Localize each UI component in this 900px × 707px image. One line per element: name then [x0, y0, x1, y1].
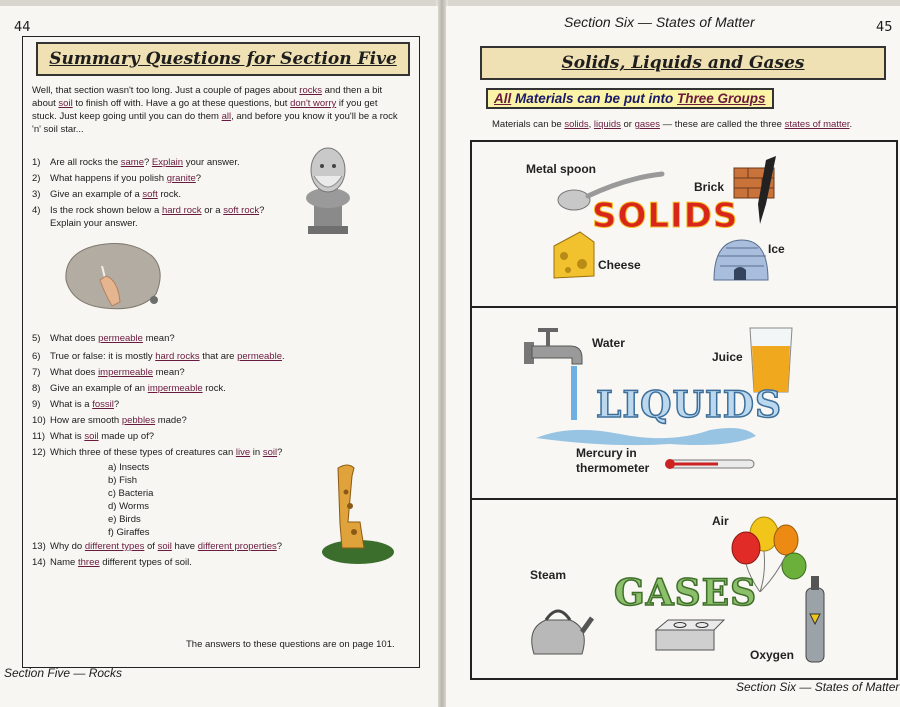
creature-option: a) Insects [108, 462, 150, 473]
subtitle-keyword: All [494, 91, 512, 106]
question-text: different types of soil. [99, 557, 192, 568]
question-text: How are smooth [50, 415, 122, 426]
question-item [32, 446, 282, 459]
question-keyword: permeable [98, 333, 143, 344]
question-text: made up of? [98, 431, 155, 442]
question-number: 3) [32, 189, 41, 200]
gases-word: GASES [614, 572, 758, 614]
left-intro-text: to finish off with. Have a go at these questions, but [72, 98, 291, 109]
right-header: Section Six — States of Matter [564, 14, 755, 30]
question-text: ? [113, 399, 120, 410]
right-intro-keyword: solids [564, 119, 589, 130]
left-intro [32, 84, 404, 136]
question-keyword: impermeable [98, 367, 153, 378]
question-number: 12) [32, 447, 46, 458]
right-intro-text: , [588, 119, 594, 130]
brick-trowel-image [732, 154, 782, 226]
left-intro-keyword: all [221, 111, 232, 122]
question-keyword: granite [166, 173, 196, 184]
right-intro-keyword: liquids [593, 119, 621, 130]
question-number: 7) [32, 367, 41, 378]
creature-option: e) Birds [108, 514, 141, 525]
question-text: of [144, 541, 158, 552]
question-text: What does [50, 333, 99, 344]
question-text: that are [199, 351, 238, 362]
question-number: 4) [32, 205, 41, 216]
question-text: What is [50, 431, 85, 442]
question-item [32, 556, 192, 569]
right-page [446, 6, 900, 707]
question-keyword: same [120, 157, 144, 168]
question-text: What is a [50, 399, 93, 410]
steam-label: Steam [530, 568, 567, 582]
right-intro-keyword: gases [634, 119, 660, 130]
question-text: have [171, 541, 198, 552]
question-text: ? [143, 157, 152, 168]
question-continuation: Explain your answer. [50, 218, 138, 229]
right-footer: Section Six — States of Matter [736, 680, 900, 694]
question-text: ? [277, 447, 283, 458]
water-tap-image [522, 324, 602, 424]
question-text: made? [155, 415, 187, 426]
question-keyword: permeable [237, 351, 282, 362]
creature-option: b) Fish [108, 475, 138, 486]
question-text: Is the rock shown below a [50, 205, 162, 216]
question-text: your answer. [183, 157, 240, 168]
question-text: mean? [142, 333, 175, 344]
question-text: True or false: it is mostly [50, 351, 156, 362]
question-keyword: three [77, 557, 100, 568]
question-keyword: different types [84, 541, 145, 552]
cheese-label: Cheese [598, 258, 641, 272]
question-text: mean? [152, 367, 185, 378]
question-number: 8) [32, 383, 41, 394]
question-keyword: impermeable [147, 383, 203, 394]
question-item [32, 156, 240, 169]
water-label: Water [592, 336, 625, 350]
right-intro-text: — these are called the three [659, 119, 785, 130]
ice-label: Ice [768, 242, 785, 256]
liquids-word: LIQUIDS [596, 384, 782, 426]
question-text: rock. [202, 383, 226, 394]
subtitle-text: Materials can be put into [511, 91, 678, 106]
question-text: . [281, 351, 285, 362]
right-subtitle [486, 88, 774, 109]
left-intro-text: , and before you know it you'll be a rock 'n' soil star... [32, 111, 398, 135]
question-number: 13) [32, 541, 46, 552]
question-keyword: soil [157, 541, 172, 552]
question-text: Name [50, 557, 78, 568]
thermometer-image [660, 454, 760, 474]
question-item [32, 366, 185, 379]
solids-word: SOLIDS [592, 196, 739, 236]
left-intro-text: if you get stuck. Just keep going until you can do them [32, 98, 378, 122]
question-item [32, 172, 201, 185]
question-number: 6) [32, 351, 41, 362]
question-text: Why do [50, 541, 85, 552]
question-item [32, 382, 226, 395]
question-text: rock. [157, 189, 181, 200]
question-number: 10) [32, 415, 46, 426]
question-item [32, 540, 282, 553]
left-intro-keyword: rocks [299, 85, 322, 96]
answers-note: The answers to these questions are on page 101. [186, 639, 395, 650]
question-text: in [250, 447, 263, 458]
oxygen-label: Oxygen [750, 648, 795, 662]
kettle-image [522, 588, 594, 658]
question-keyword: hard rock [161, 205, 202, 216]
question-item [32, 430, 154, 443]
question-text: or a [201, 205, 224, 216]
juice-label: Juice [712, 350, 743, 364]
question-number: 11) [32, 431, 46, 442]
bust-statue-image [296, 140, 360, 236]
right-title: Solids, Liquids and Gases [561, 53, 805, 73]
question-keyword: different properties [197, 541, 277, 552]
question-keyword: soil [84, 431, 99, 442]
question-text: What does [50, 367, 99, 378]
question-number: 2) [32, 173, 41, 184]
question-keyword: fossil [92, 399, 114, 410]
question-item [32, 188, 181, 201]
left-intro-keyword: soil [58, 98, 73, 109]
question-text: What happens if you polish [50, 173, 167, 184]
right-intro-text: or [620, 119, 635, 130]
gas-stove-image [652, 618, 728, 652]
mercury-label: Mercury in thermometer [576, 446, 650, 475]
left-title-banner [36, 42, 410, 76]
question-text: ? [276, 541, 283, 552]
question-item [32, 332, 175, 345]
igloo-image [710, 236, 772, 282]
left-intro-text: and then a bit about [32, 85, 383, 109]
question-keyword: soft rock [223, 205, 260, 216]
question-item [32, 204, 264, 230]
air-label: Air [712, 514, 729, 528]
question-text: ? [259, 205, 265, 216]
left-page [0, 6, 438, 707]
left-title: Summary Questions for Section Five [49, 49, 397, 69]
creature-option: c) Bacteria [108, 488, 154, 499]
creature-option: d) Worms [108, 501, 149, 512]
right-intro-text: Materials can be [492, 119, 565, 130]
right-title-banner [480, 46, 886, 80]
question-keyword: soil [262, 447, 278, 458]
left-footer: Section Five — Rocks [4, 666, 123, 680]
oxygen-cylinder-image [800, 574, 830, 666]
metal-spoon-label: Metal spoon [526, 162, 597, 176]
question-text: Are all rocks the [50, 157, 121, 168]
question-keyword: Explain [151, 157, 184, 168]
rock-with-finger-image [60, 236, 170, 316]
question-number: 1) [32, 157, 41, 168]
question-text: Which three of these types of creatures can [50, 447, 236, 458]
left-intro-text: Well, that section wasn't too long. Just a couple of pages about [32, 85, 300, 96]
question-item [32, 350, 285, 363]
question-keyword: live [235, 447, 251, 458]
question-number: 5) [32, 333, 41, 344]
question-text: Give an example of a [50, 189, 143, 200]
creature-option: f) Giraffes [108, 527, 150, 538]
left-intro-keyword: don't worry [290, 98, 337, 109]
subtitle-keyword: Three Groups [677, 91, 766, 106]
question-text: ? [195, 173, 202, 184]
question-item [32, 414, 187, 427]
giraffe-image [318, 462, 398, 566]
right-intro-keyword: states of matter [784, 119, 850, 130]
question-text: Give an example of an [50, 383, 148, 394]
question-keyword: pebbles [121, 415, 156, 426]
question-number: 14) [32, 557, 46, 568]
question-number: 9) [32, 399, 41, 410]
page-number-right: 45 [876, 20, 893, 35]
right-intro [492, 118, 892, 131]
question-keyword: soft [142, 189, 158, 200]
cheese-image [550, 228, 598, 282]
question-keyword: hard rocks [155, 351, 200, 362]
page-number-left: 44 [14, 20, 31, 35]
brick-label: Brick [694, 180, 725, 194]
right-intro-text: . [849, 119, 853, 130]
question-item [32, 398, 119, 411]
